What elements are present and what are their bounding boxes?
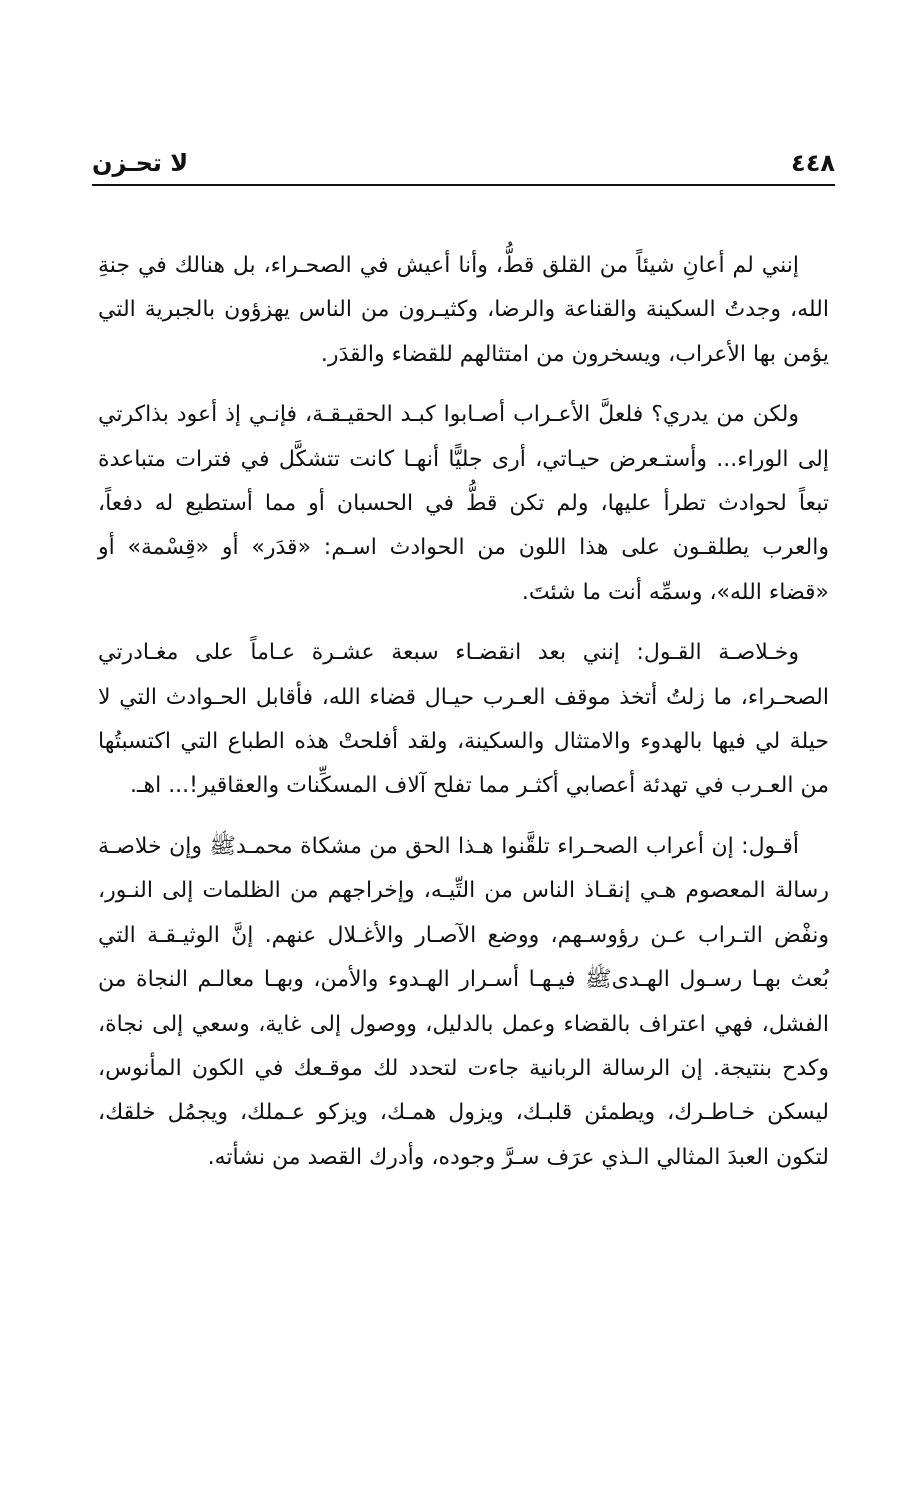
paragraph: وخـلاصـة القـول: إنني بعد انقضـاء سبعة عشـرة عـاماً على مغـادرتي الصحـراء، ما زلتُ أتخذ موقف العـرب حيـال قضاء الله، فأقابل الحـوادث التي لا حيلة لي فيها بالهدوء والامتثال والسكينة، ولقد أفلحتْ هذه الطباع التي اكتسبتُها من العـرب في تهدئة أعصابي أكثـر مما تفلح آلاف المسكِّنات والعقاقير!... اهـ. bbox=[98, 640, 829, 799]
running-title: لا تحـزن bbox=[92, 149, 189, 177]
paragraph: ولكن من يدري؟ فلعلَّ الأعـراب أصـابوا كبـد الحقيـقـة، فإنـي إذ أعود بذاكرتي إلى الوراء... وأستـعرض حيـاتي، أرى جليًّا أنهـا كانت تتشكَّل في فترات متباعدة تبعاً لحوادث تطرأ عليها، ولم تكن قطُّ في الحسبان أو مما أستطيع له دفعاً، والعرب يطلقـون على هذا اللون من الحوادث اسـم: «قدَر» أو «قِسْمة» أو «قضاء الله»، وسمِّه أنت ما شئتَ. bbox=[98, 402, 829, 605]
header-divider bbox=[92, 184, 835, 186]
paragraph: إنني لم أعانِ شيئاً من القلق قطُّ، وأنا أعيش في الصحـراء، بل هنالك في جنةِ الله، وجدتُ السكينة والقناعة والرضا، وكثيـرون من الناس يهزؤون بالجبرية التي يؤمن بها الأعراب، ويسخرون من امتثالهم للقضاء والقدَر. bbox=[98, 253, 829, 367]
body-text bbox=[98, 244, 829, 1180]
page-header bbox=[92, 148, 835, 182]
page-number: ٤٤٨ bbox=[791, 149, 835, 177]
paragraph: أقـول: إن أعراب الصحـراء تلقَّنوا هـذا الحق من مشكاة محمـدﷺ وإن خلاصـة رسالة المعصوم هـي إنقـاذ الناس من التِّيـه، وإخراجهم من الظلمات إلى النـور، ونفْض التـراب عـن رؤوسـهم، ووضع الآصـار والأغـلال عنهم. إنَّ الوثيـقـة التي بُعث بهـا رسـول الهـدىﷺ فيـهـا أسـرار الهـدوء والأمن، وبهـا معالـم النجاة من الفشل، فهي اعتراف بالقضاء وعمل بالدليل، ووصول إلى غاية، وسعي إلى نجاة، وكدح بنتيجة. إن الرسالة الربانية جاءت لتحدد لك موقـعك في الكون المأنوس، ليسكن خـاطـرك، ويطمئن قلبـك، ويزول همـك، ويزكو عـملك، ويجمُل خلقك، لتكون العبدَ المثالي الـذي عرَف سـرَّ وجوده، وأدرك القصد من نشأته. bbox=[98, 833, 829, 1170]
